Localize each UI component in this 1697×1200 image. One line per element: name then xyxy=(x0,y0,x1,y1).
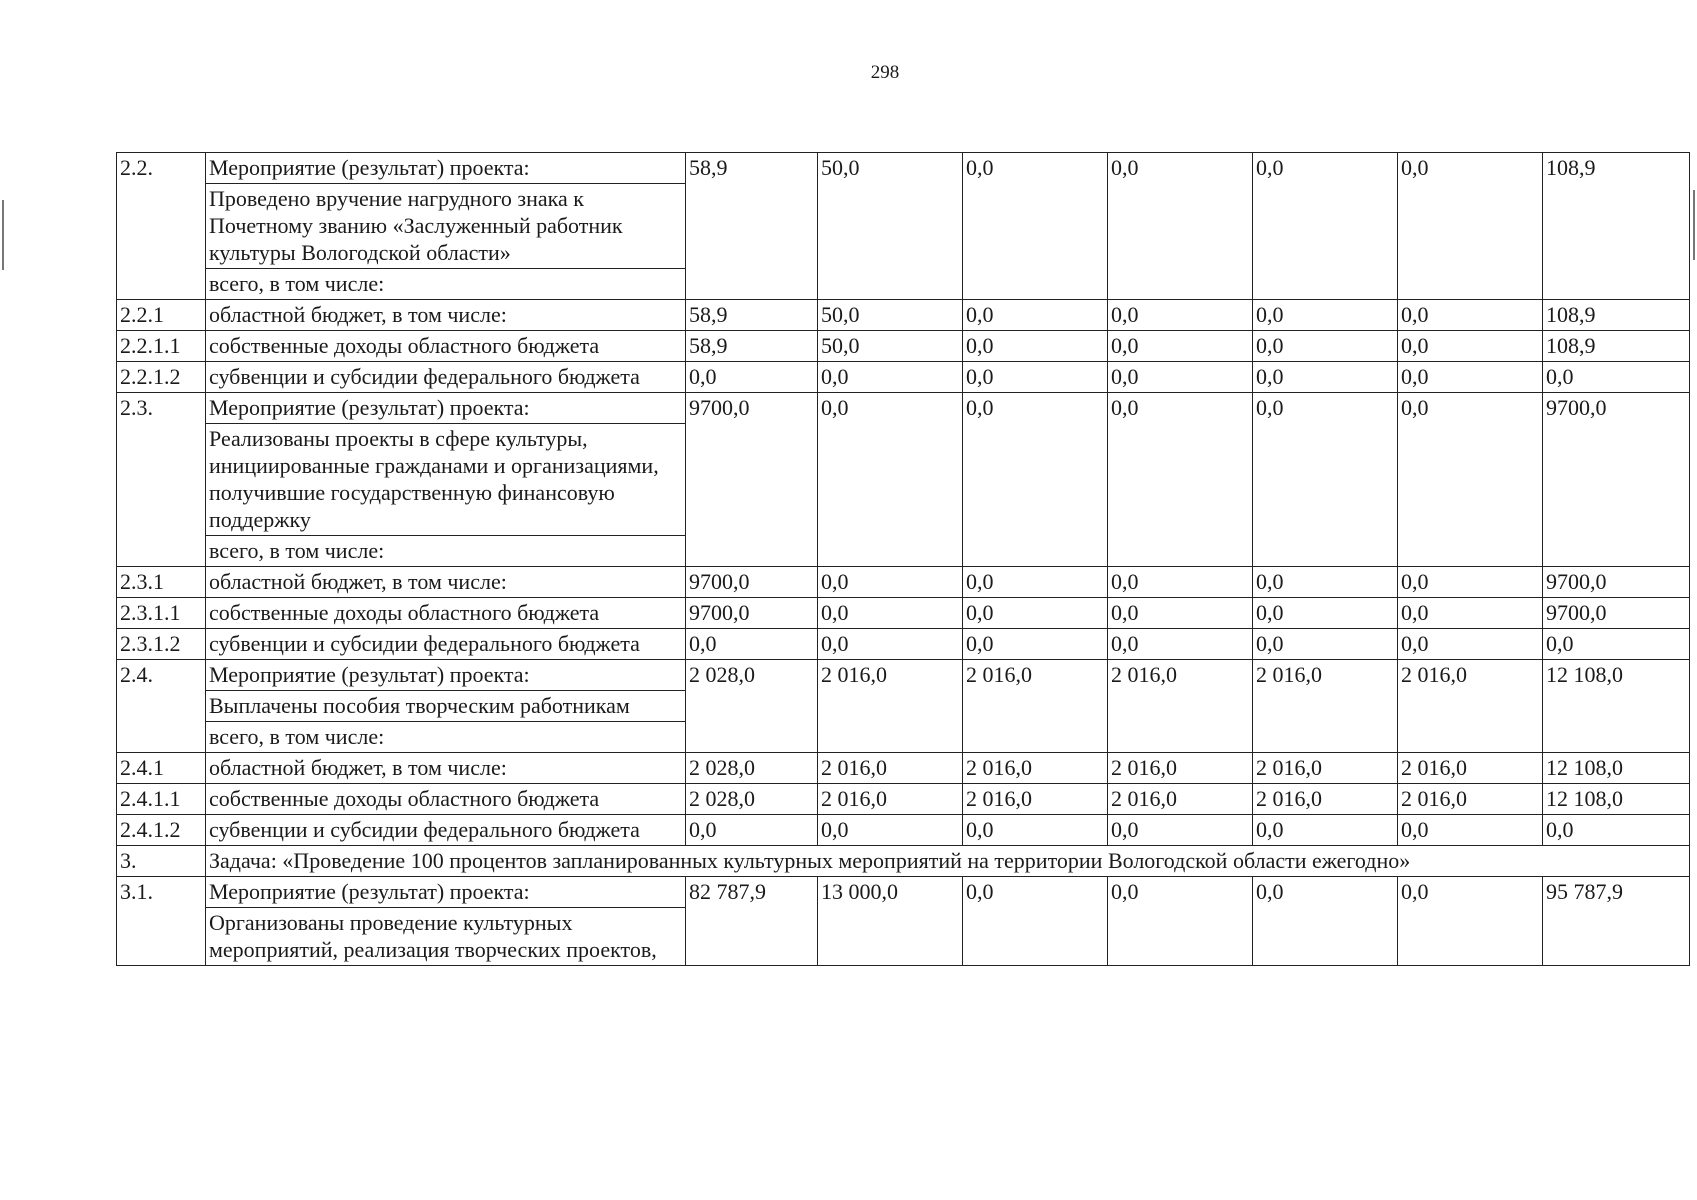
row-number: 2.3.1 xyxy=(117,567,206,598)
value-cell: 0,0 xyxy=(963,598,1108,629)
value-cell: 0,0 xyxy=(1398,629,1543,660)
activity-description-part: Мероприятие (результат) проекта: xyxy=(209,395,530,420)
activity-description-part: Организованы проведение культурных мероприятий, реализация творческих проектов, xyxy=(206,907,685,965)
value-cell: 0,0 xyxy=(1108,877,1253,966)
table-row xyxy=(117,331,1690,362)
value-cell: 2 016,0 xyxy=(1108,784,1253,815)
table-row xyxy=(117,877,1690,966)
value-total: 9700,0 xyxy=(1543,393,1690,567)
scan-edge-mark-left xyxy=(2,200,4,270)
value-cell: 9700,0 xyxy=(686,598,818,629)
value-cell: 0,0 xyxy=(1398,153,1543,300)
value-cell: 0,0 xyxy=(1108,567,1253,598)
value-cell: 0,0 xyxy=(1253,153,1398,300)
value-cell: 2 028,0 xyxy=(686,753,818,784)
table-row xyxy=(117,784,1690,815)
budget-source-label: собственные доходы областного бюджета xyxy=(206,598,686,629)
value-cell: 0,0 xyxy=(963,629,1108,660)
value-total: 108,9 xyxy=(1543,153,1690,300)
activity-description-part: всего, в том числе: xyxy=(206,268,685,299)
value-cell: 0,0 xyxy=(686,362,818,393)
value-cell: 0,0 xyxy=(1253,331,1398,362)
value-cell: 2 028,0 xyxy=(686,784,818,815)
budget-source-label: субвенции и субсидии федерального бюджета xyxy=(206,629,686,660)
table-row xyxy=(117,300,1690,331)
value-cell: 2 016,0 xyxy=(818,753,963,784)
value-total: 0,0 xyxy=(1543,362,1690,393)
table-row xyxy=(117,362,1690,393)
value-cell: 13 000,0 xyxy=(818,877,963,966)
value-cell: 0,0 xyxy=(818,393,963,567)
value-cell: 0,0 xyxy=(1108,331,1253,362)
budget-source-label: областной бюджет, в том числе: xyxy=(206,567,686,598)
activity-description xyxy=(206,877,686,966)
value-cell: 0,0 xyxy=(686,815,818,846)
value-cell: 0,0 xyxy=(1253,567,1398,598)
activity-description-part: всего, в том числе: xyxy=(206,721,685,752)
value-cell: 0,0 xyxy=(1398,300,1543,331)
value-cell: 0,0 xyxy=(1398,815,1543,846)
budget-source-label: собственные доходы областного бюджета xyxy=(206,331,686,362)
value-cell: 0,0 xyxy=(818,567,963,598)
value-total: 12 108,0 xyxy=(1543,784,1690,815)
value-cell: 0,0 xyxy=(1108,629,1253,660)
value-cell: 0,0 xyxy=(1253,362,1398,393)
value-cell: 2 016,0 xyxy=(1253,660,1398,753)
value-cell: 58,9 xyxy=(686,153,818,300)
budget-source-label: собственные доходы областного бюджета xyxy=(206,784,686,815)
activity-description-part: Реализованы проекты в сфере культуры, инициированные гражданами и организациями, получившие государственную финансовую поддержку xyxy=(206,423,685,535)
value-cell: 0,0 xyxy=(818,629,963,660)
budget-source-label: субвенции и субсидии федерального бюджета xyxy=(206,362,686,393)
value-cell: 0,0 xyxy=(1108,393,1253,567)
value-cell: 0,0 xyxy=(1108,153,1253,300)
activity-description-part: Выплачены пособия творческим работникам xyxy=(206,690,685,721)
value-cell: 0,0 xyxy=(1253,598,1398,629)
value-cell: 0,0 xyxy=(1398,393,1543,567)
value-cell: 0,0 xyxy=(963,331,1108,362)
table-row xyxy=(117,598,1690,629)
value-cell: 0,0 xyxy=(1253,815,1398,846)
row-number: 2.3.1.2 xyxy=(117,629,206,660)
value-cell: 2 016,0 xyxy=(1398,784,1543,815)
value-cell: 2 028,0 xyxy=(686,660,818,753)
row-number: 3.1. xyxy=(117,877,206,966)
value-cell: 0,0 xyxy=(963,815,1108,846)
value-cell: 2 016,0 xyxy=(1253,784,1398,815)
budget-table xyxy=(116,152,1690,966)
value-cell: 82 787,9 xyxy=(686,877,818,966)
value-cell: 0,0 xyxy=(1398,877,1543,966)
row-number: 2.2.1.1 xyxy=(117,331,206,362)
row-number: 2.4.1.2 xyxy=(117,815,206,846)
row-number: 2.3.1.1 xyxy=(117,598,206,629)
row-number: 2.3. xyxy=(117,393,206,567)
activity-description-part: Проведено вручение нагрудного знака к Почетному званию «Заслуженный работник культуры Вологодской области» xyxy=(206,183,685,268)
value-total: 0,0 xyxy=(1543,629,1690,660)
value-cell: 0,0 xyxy=(1398,598,1543,629)
activity-description-part: Мероприятие (результат) проекта: xyxy=(209,662,530,687)
table-row xyxy=(117,567,1690,598)
table-row xyxy=(117,660,1690,753)
task-title: Задача: «Проведение 100 процентов запланированных культурных мероприятий на территории Вологодской области ежегодно» xyxy=(206,846,1690,877)
value-cell: 2 016,0 xyxy=(1253,753,1398,784)
value-cell: 2 016,0 xyxy=(1108,753,1253,784)
value-cell: 2 016,0 xyxy=(818,784,963,815)
value-total: 12 108,0 xyxy=(1543,753,1690,784)
value-cell: 0,0 xyxy=(1253,300,1398,331)
value-cell: 0,0 xyxy=(963,300,1108,331)
table-row xyxy=(117,846,1690,877)
value-cell: 0,0 xyxy=(1108,300,1253,331)
value-cell: 2 016,0 xyxy=(963,660,1108,753)
value-cell: 2 016,0 xyxy=(963,753,1108,784)
activity-description-part: Мероприятие (результат) проекта: xyxy=(209,155,530,180)
value-cell: 9700,0 xyxy=(686,567,818,598)
budget-source-label: субвенции и субсидии федерального бюджета xyxy=(206,815,686,846)
value-cell: 50,0 xyxy=(818,153,963,300)
budget-source-label: областной бюджет, в том числе: xyxy=(206,300,686,331)
value-cell: 0,0 xyxy=(1398,362,1543,393)
value-cell: 0,0 xyxy=(1253,877,1398,966)
value-total: 0,0 xyxy=(1543,815,1690,846)
value-cell: 0,0 xyxy=(1398,331,1543,362)
value-total: 108,9 xyxy=(1543,331,1690,362)
page-number: 298 xyxy=(870,62,900,83)
row-number: 2.2.1.2 xyxy=(117,362,206,393)
activity-description-part: всего, в том числе: xyxy=(206,535,685,566)
value-cell: 2 016,0 xyxy=(963,784,1108,815)
value-cell: 58,9 xyxy=(686,300,818,331)
value-cell: 0,0 xyxy=(1398,567,1543,598)
value-total: 9700,0 xyxy=(1543,567,1690,598)
value-cell: 0,0 xyxy=(818,598,963,629)
row-number: 2.2. xyxy=(117,153,206,300)
row-number: 2.4.1 xyxy=(117,753,206,784)
value-cell: 0,0 xyxy=(963,393,1108,567)
value-total: 9700,0 xyxy=(1543,598,1690,629)
activity-description-part: Мероприятие (результат) проекта: xyxy=(209,879,530,904)
value-cell: 0,0 xyxy=(818,362,963,393)
value-cell: 0,0 xyxy=(1253,629,1398,660)
value-cell: 0,0 xyxy=(1108,815,1253,846)
value-total: 12 108,0 xyxy=(1543,660,1690,753)
scan-edge-mark-right xyxy=(1693,190,1695,260)
row-number: 2.2.1 xyxy=(117,300,206,331)
value-cell: 50,0 xyxy=(818,331,963,362)
value-total: 108,9 xyxy=(1543,300,1690,331)
value-cell: 0,0 xyxy=(1108,362,1253,393)
table-row xyxy=(117,393,1690,567)
table-row xyxy=(117,753,1690,784)
row-number: 2.4.1.1 xyxy=(117,784,206,815)
value-cell: 0,0 xyxy=(963,153,1108,300)
value-cell: 0,0 xyxy=(1108,598,1253,629)
table-row xyxy=(117,629,1690,660)
value-cell: 0,0 xyxy=(686,629,818,660)
row-number: 3. xyxy=(117,846,206,877)
table-row xyxy=(117,815,1690,846)
value-cell: 0,0 xyxy=(963,567,1108,598)
value-cell: 2 016,0 xyxy=(818,660,963,753)
value-total: 95 787,9 xyxy=(1543,877,1690,966)
value-cell: 0,0 xyxy=(818,815,963,846)
value-cell: 9700,0 xyxy=(686,393,818,567)
activity-description xyxy=(206,660,686,753)
value-cell: 0,0 xyxy=(963,362,1108,393)
value-cell: 50,0 xyxy=(818,300,963,331)
table-row xyxy=(117,153,1690,300)
budget-source-label: областной бюджет, в том числе: xyxy=(206,753,686,784)
row-number: 2.4. xyxy=(117,660,206,753)
activity-description xyxy=(206,393,686,567)
value-cell: 0,0 xyxy=(963,877,1108,966)
activity-description xyxy=(206,153,686,300)
value-cell: 2 016,0 xyxy=(1398,753,1543,784)
value-cell: 58,9 xyxy=(686,331,818,362)
value-cell: 0,0 xyxy=(1253,393,1398,567)
value-cell: 2 016,0 xyxy=(1108,660,1253,753)
value-cell: 2 016,0 xyxy=(1398,660,1543,753)
